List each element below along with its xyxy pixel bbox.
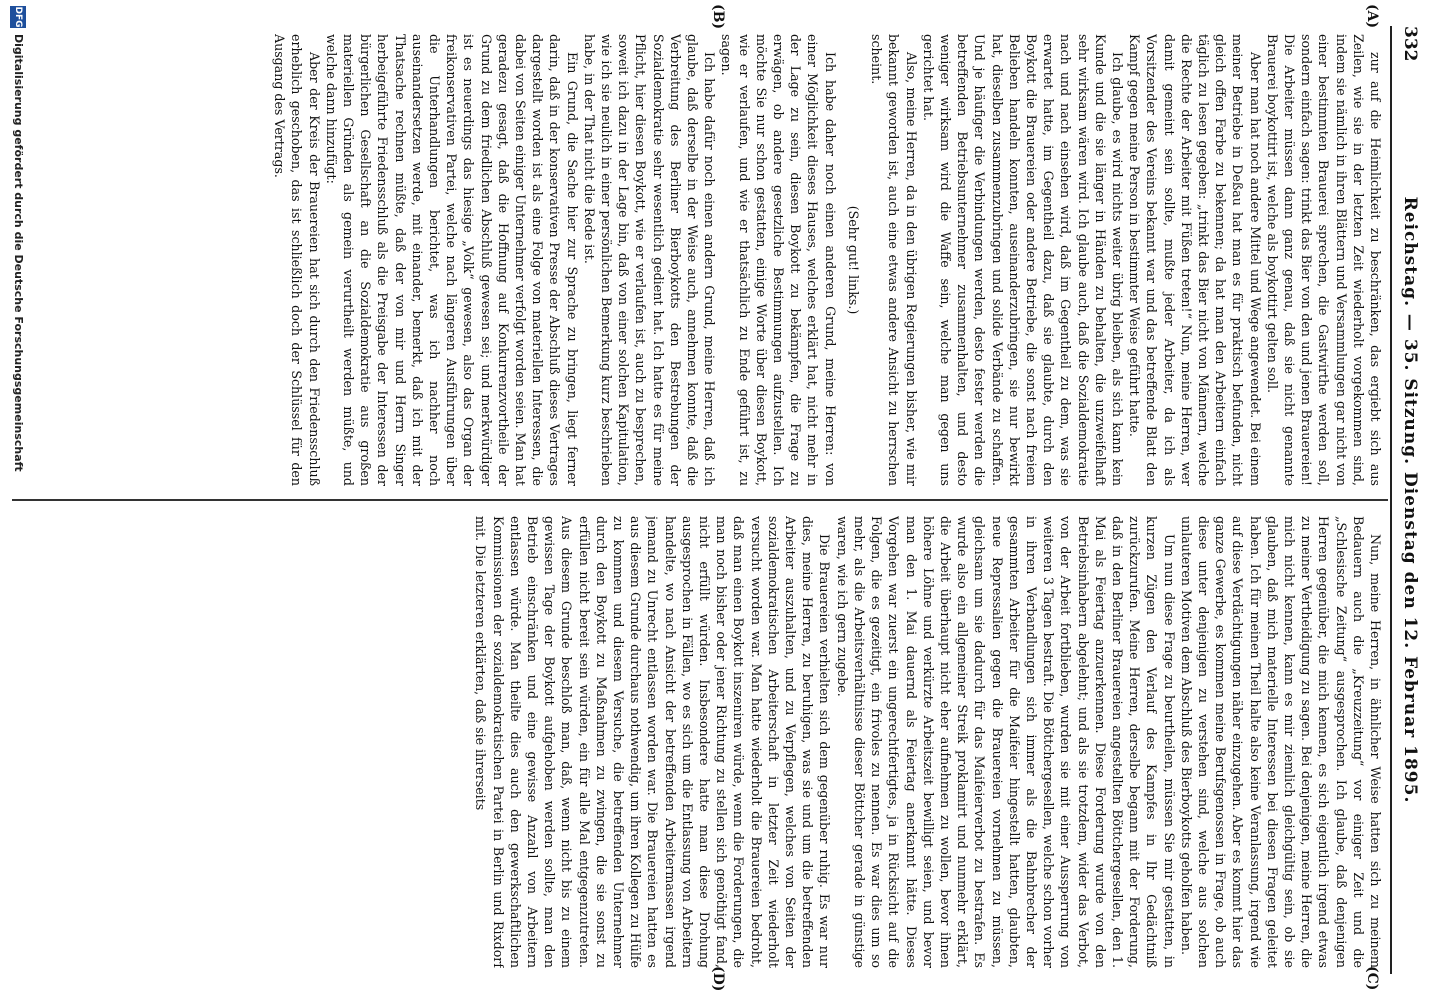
column-divider [12, 499, 1388, 501]
paragraph: Ein Grund, die Sache hier zur Sprache zu bringen, liegt ferner darin, daß in der konservativen Presse der Abschluß dieses Vertrages dargestellt worden ist als eine Folge von materiellen Interessen, die dabei von Seiten einiger Unternehmer verfolgt worden seien. Man hat geradezu gesagt, daß die Hoffnung auf Konkurrenzvortheile der Grund zu dem friedlichen Abschluß gewesen sei; und merkwürdiger ist es neuerdings das hiesige „Volk“ gewesen, also das Organ der freikonservativen Partei, welche nach längeren Ausführungen über die Unterhandlungen berichtet, was ich nachher noch auseinandersetzen werde, mit einander, bemerkt, daß ich mit der Thatsache rechnen müßte, daß der von mir und Herrn Singer herbeigeführte Friedensschluß als die Preisgabe der Interessen der bürgerlichen Gesellschaft an die Sozialdemokratie aus großen materiellen Gründen als gemein verurtheilt werden müßte, und welche dann hinzufügt: [323, 34, 580, 486]
digitization-footer [6, 6, 28, 986]
paragraph: Nun, meine Herren, in ähnlicher Weise hatten sich zu meinem Bedauern auch die „Kreuzzeitung“ vor einiger Zeit und die „Schlesische Zeitung“ ausgesprochen. Ich glaube, daß denjenigen Herren gegenüber, die mich kennen, es sich eigentlich irgend etwas zu meiner Vertheidigung zu sagen. Bei denjenigen, meine Herren, die mich nicht kennen, kann es mir ziemlich gleichgültig sein, ob sie glauben, daß mich materielle Interessen bei diesen Fragen geleitet haben. Ich für meinen Theil halte also keine Veranlassung, irgend wie auf diese Verdächtigungen näher einzugehen. Aber es kommt hier das ganze Gewerbe, es kommen meine Berufsgenossen in Frage, ob auch diese unter denjenigen zu verstehen sind, welche aus solchen unlauteren Motiven dem Abschluß des Bierboykotts geholfen haben. [1178, 516, 1383, 968]
header-rule [1390, 26, 1392, 974]
right-text-column [14, 516, 1384, 968]
page-title: Reichstag. — 35. Sitzung. Dienstag den 12. Februar 1895. [1400, 196, 1420, 804]
paragraph: Aber man hat noch andere Mittel und Wege angewendet. Bei einem meiner Betriebe in Deßau hat man es für praktisch befunden, nicht gleich offen Farbe zu bekennen; da hat man den Arbeitern einfach täglich zu lesen gegeben: „trinkt das Bier nicht von Männern, welche die Rechte der Arbeiter mit Füßen treten!“ Nun, meine Herren, wer damit gemeint sein sollte, mußte jeder Arbeiter, da ich als Vorsitzender des Vereins bekannt war und das betreffende Blatt den Kampf gegen meine Person in bestimmter Weise geführt hatte. [1127, 34, 1263, 486]
margin-mark-c: (C) [1364, 966, 1380, 991]
margin-mark-d: (D) [710, 966, 726, 992]
paragraph: Ich glaube, es wird nichts weiter übrig bleiben, als sich kann kein Kunde und die sie länger in Händen zu behalten, die unzweifelhaft sehr wirksam wären wird. Ich glaube auch, daß die Sozialdemokratie nach und nach einsehen wird, daß im Gegentheil zu dem, was sie erwartet hatte, im Gegentheil dazu, daß sie glaubte, durch den Boykott die Brauereien oder andere Betriebe, die sonst nach freiem Belieben handeln konnten, auseinanderzubringen, sie nur bewirkt hat, dieselben zusammenzubringen und solide Verbände zu schaffen. Und je häufiger die Verbindungen werden, desto fester werden die betreffenden Betriebsunternehmer zusammenhalten, und desto weniger wirksam wird die Waffe sein, welche man gegen uns gerichtet hat. [920, 34, 1125, 486]
page-number: 332 [1400, 26, 1420, 62]
paragraph: Die Brauereien verhielten sich dem gegenüber ruhig. Es war nur dies, meine Herren, zu beruhigen, was sie und um die betreffenden Arbeiter auszuhalten, und zu Verpflegen, welches von Seiten der sozialdemokratischen Arbeiterschaft in letzter Zeit wiederholt versucht worden war. Man hatte wiederholt die Brauereien bedroht, daß man einen Boykott inszeniren würde, wenn die Forderungen, die man noch bisher oder jener Richtung zu stellen sich genöthigt fand, nicht erfüllt würden. Insbesondere hatte man diese Drohung ausgesprochen in Fällen, wo es sich um die Entlassung von Arbeitern handelte, wo nach Ansicht der betreffenden Arbeitermassen irgend jemand zu Unrecht entlassen worden war. Die Brauereien hatten es aus diesem Grunde durchaus nothwendig, um ihren Kollegen zu Hülfe zu kommen und diesem Versuche, die betreffenden Unternehmer durch den Boykott zu Maßnahmen zu zwingen, die sie sonst zu erfüllen nicht bereit sein würden, ein für alle Mal entgegenzutreten. Aus diesem Grunde beschloß man, daß, wenn nicht bis zu einem gewissen Tage der Boykott aufgehoben werden sollte, man den Betrieb einschränken und eine gewisse Anzahl von Arbeitern entlassen würde. Man theilte dies auch den gewerkschaftlichen Kommissionen der sozialdemokratischen Partei in Berlin und Rixdorf mit. Die letzteren erklärten, daß sie ihrerseits [473, 516, 833, 968]
paragraph: Aber der Kreis der Brauereien hat sich durch den Friedensschluß erheblich geschoben, das ist schließlich doch der Schlüssel für den Ausgang des Vertrags. [272, 34, 322, 486]
left-text-column [14, 34, 1384, 486]
margin-mark-b: (B) [710, 4, 726, 30]
interjection: (Sehr gut! links.) [845, 205, 861, 315]
paragraph: zur auf die Heimlichkeit zu beschränken, das ergiebt sich aus Zeilen, wie sie in der letzten Zeit wiederholt vorgekommen sind, indem sie nämlich in ihren Blättern und Versammlungen gar nicht von einer bestimmten Brauerei sprechen, die Gastwirthe werden soll, sondern einfach sagen: trinkt das Bier von den und jenen Brauereien! Die Arbeiter müssen dann ganz genau, daß sie nicht genannte Brauerei boykottirt ist, welche als boykottirt gelten soll. [1264, 34, 1383, 486]
dfg-logo: DFG [10, 6, 26, 28]
paragraph: Also, meine Herren, da in den übrigen Regierungen bisher, wie mir bekannt geworden ist, auch eine etwas andere Ansicht zu herrschen scheint. [869, 34, 919, 486]
paragraph: Um nun diese Frage zu beurtheilen, müssen Sie mir gestatten, in kurzen Zügen den Verlauf des Kampfes in Ihr Gedächtniß zurückzurufen. Meine Herren, derselbe begann mit der Forderung, daß in den Berliner Brauereien angestellten Böttchergesellen, den 1. Mai als Feiertag anzuerkennen. Diese Forderung wurde von den Betriebsinhabern abgelehnt; und als sie trotzdem, wider das Verbot, von der Arbeit fortblieben, wurden sie mit einer Aussperrung von weiteren 3 Tagen bestraft. Die Böttchergesellen, welche schon vorher in ihren Verbandlungen sich immer als die Bahnbrecher der gesammten Arbeiter für die Maifeier hingestellt hatten, glaubten, neue Repressalien gegen die Brauereien vornehmen zu müssen, gleichsam um sie dadurch für das Maifeierverbot zu bestrafen. Es wurde also ein allgemeiner Streik proklamirt und nunmehr erklärt, die Arbeit überhaupt nicht eher aufnehmen zu wollen, bevor ihnen höhere Löhne und verkürzte Arbeitszeit bewilligt seien, und bevor man den 1. Mai dauernd als Feiertag anerkannt hätte. Dieses Vorgehen war zuerst ein ungerechtfertigtes, ja in Rücksicht auf die Folgen, die es gezeitigt, ein frivoles zu nennen. Es war dies um so mehr, als die Arbeitsverhältnisse dieser Böttcher gerade in günstige waren, wie ich gern zugebe. [834, 516, 1177, 968]
paragraph: Ich habe dafür noch einen andern Grund, meine Herren, daß ich glaube, daß derselbe in der Weise auch, annehmen konnte, daß die Verbreitung des Berliner Bierboykotts den Bestrebungen der Sozialdemokratie sehr wesentlich gedient hat. Ich hatte es für meine Pflicht, hier diesen Boykott, wie er verlaufen ist, auch zu besprechen, soweit ich dazu in der Lage bin, daß von einer solchen Kapitulation, wie ich sie neulich in einer persönlichen Bemerkung kurz beschrieben habe, in der That nicht die Rede ist. [581, 34, 718, 486]
margin-mark-a: (A) [1364, 4, 1380, 29]
running-header [1394, 26, 1420, 974]
funding-note: Digitalisierung gefördert durch die Deutsche Forschungsgemeinschaft [12, 34, 25, 472]
paragraph: Ich habe daher noch einen anderen Grund, meine Herren: von einer Möglichkeit dieses Hauses, welches erklärt hat, nicht mehr in der Lage zu sein, diesen Boykott zu bekämpfen, die Frage zu erwägen, ob andere gesetzliche Bestimmungen aufzustellen. Ich möchte Sie nur schon gestatten, einige Worte über diesen Boykott, wie er verlaufen, und wie er thatsächlich zu Ende geführt ist, zu sagen. [719, 34, 838, 486]
